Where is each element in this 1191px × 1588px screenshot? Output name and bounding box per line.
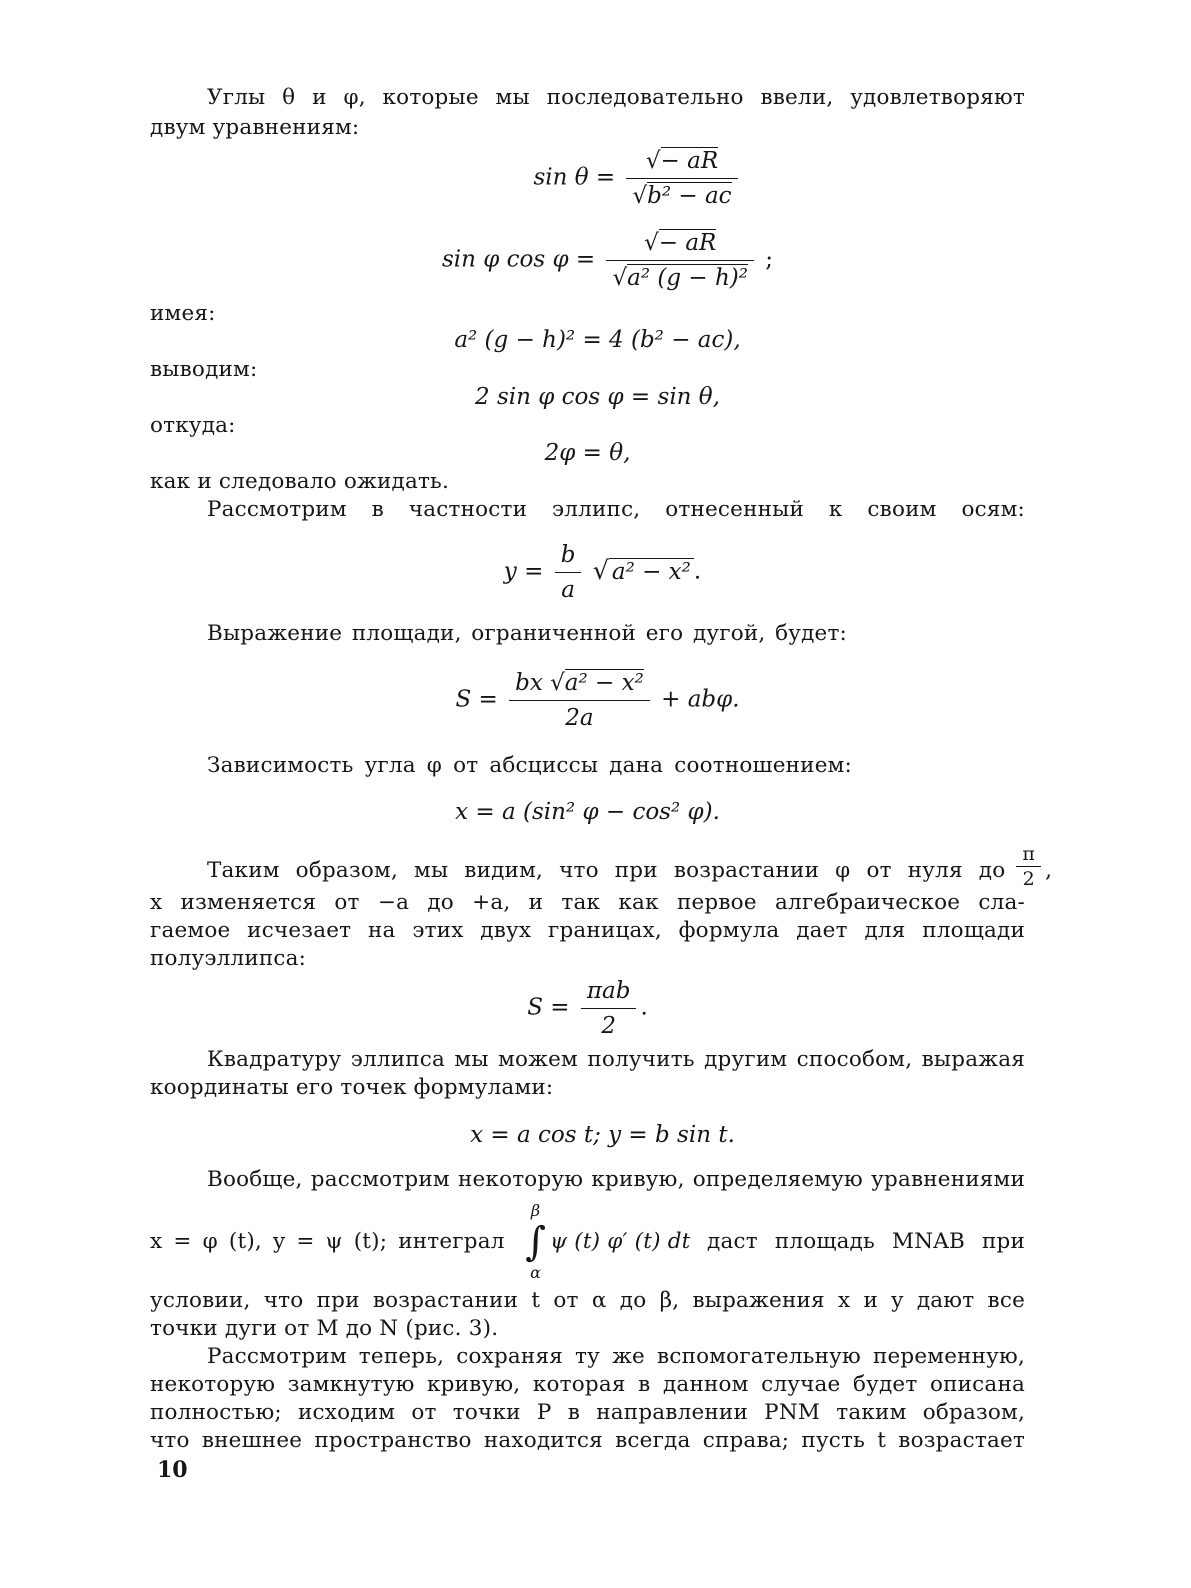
equation-half-ellipse-area: S = $\frac{\text{πab}}{2}$ . (527, 978, 648, 1039)
text-line: x изменяется от −a до +a, и так как первое алгебраическое сла- (150, 890, 1025, 915)
integral-sign: β ∫ α (525, 1201, 547, 1282)
text-line: некоторую замкнутую кривую, которая в данном случае будет описана (150, 1372, 1025, 1397)
text-line: откуда: (150, 413, 236, 438)
text-line-integral: x = φ (t), y = ψ (t); интеграл β ∫ α ψ (t) φ′ (t) dt даст площадь MNAB при (150, 1201, 1025, 1282)
equation-sin-theta: sin θ = $\frac{√- aR}{\text{√b² − ac}}$ (200, 146, 1075, 211)
text-line: Квадратуру эллипса мы можем получить другим способом, выражая (207, 1047, 1025, 1072)
text-line: двум уравнениям: (150, 115, 360, 140)
equation-parametric: x = a cos t; y = b sin t. (470, 1122, 735, 1148)
fraction: $\frac{\pi}{2}$ (1016, 844, 1041, 889)
text-line: полуэллипса: (150, 946, 307, 971)
equation-abscissa: x = a (sin² φ − cos² φ). (455, 799, 720, 825)
text-line: гаемое исчезает на этих двух границах, формула дает для площади (150, 918, 1025, 943)
equation-ellipse: y = $\frac{b}{a}$ √ a² − x² . (503, 542, 702, 603)
text-line: Рассмотрим теперь, сохраняя ту же вспомогательную переменную, (207, 1344, 1025, 1369)
text-line: что внешнее пространство находится всегда справа; пусть t возрастает (150, 1428, 1025, 1453)
text-line: точки дуги от M до N (рис. 3). (150, 1316, 499, 1341)
fraction: $\frac{\text{bx √a² − x²}}{2a}$ (509, 668, 650, 733)
equation-sin-phi-cos-phi: sin φ cos φ = $\frac{√- aR}{\text{√a² (g − h)²}}$ ; (441, 230, 774, 291)
text-line: Углы θ и φ, которые мы последовательно ввели, удовлетворяют (207, 85, 1025, 110)
equation-identity: a² (g − h)² = 4 (b² − ac), (454, 327, 741, 353)
text-line: выводим: (150, 357, 258, 382)
text-line: Рассмотрим в частности эллипс, отнесенный к своим осям: (207, 497, 1025, 522)
equation-phi-theta: 2φ = θ, (544, 440, 631, 466)
text-line: Вообще, рассмотрим некоторую кривую, определяемую уравнениями (207, 1167, 1025, 1192)
fraction: $\frac{√- aR}{\text{√b² − ac}}$ (626, 146, 737, 211)
page-number: 10 (157, 1457, 188, 1483)
text-line: имея: (150, 301, 216, 326)
text-line: как и следовало ожидать. (150, 469, 449, 494)
text-line: координаты его точек формулами: (150, 1075, 554, 1100)
fraction: $\frac{\text{πab}}{2}$ (581, 976, 637, 1041)
text-line: Зависимость угла φ от абсциссы дана соотношением: (207, 753, 852, 778)
text-line: Выражение площади, ограниченной его дугой, будет: (207, 621, 847, 646)
fraction: $\frac{√- aR}{\text{√a² (g − h)²}}$ (606, 228, 754, 293)
text-line: условии, что при возрастании t от α до β, выражения x и y дают все (150, 1288, 1025, 1313)
equation-double-angle: 2 sin φ cos φ = sin θ, (475, 384, 720, 410)
text-line: полностью; исходим от точки P в направлении PNM таким образом, (150, 1400, 1025, 1425)
equation-area: S = $\frac{\text{bx √a² − x²}}{2a}$ + abφ. (455, 670, 740, 731)
fraction: $\frac{b}{a}$ (555, 540, 582, 605)
text-line: Таким образом, мы видим, что при возрастании φ от нуля до $\frac{\pi}{2}$ , (207, 843, 1053, 890)
